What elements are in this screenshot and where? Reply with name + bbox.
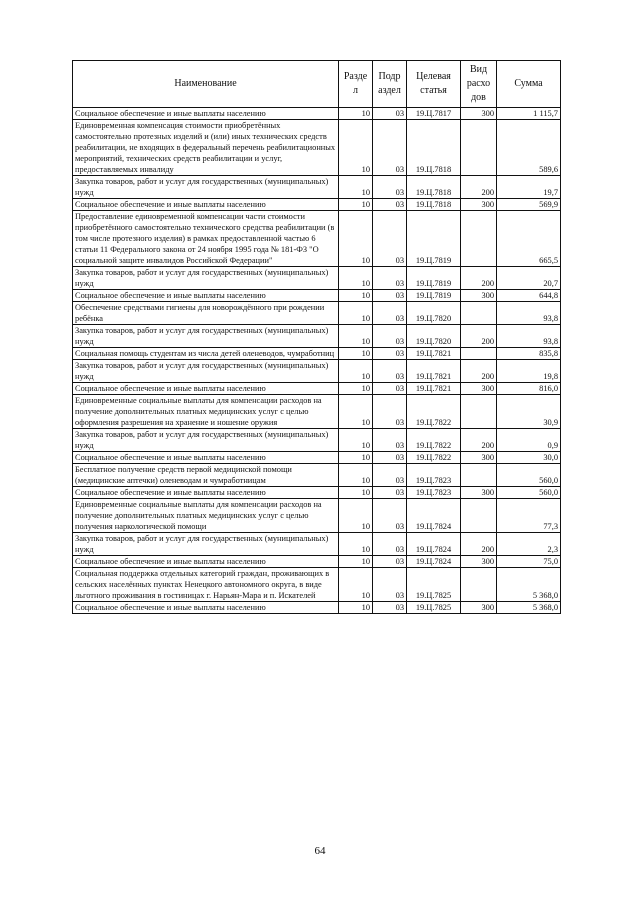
- cell-sum: 30,0: [497, 452, 561, 464]
- cell-target: 19.Ц.7825: [407, 602, 461, 614]
- cell-name: Социальное обеспечение и иные выплаты населению: [73, 487, 339, 499]
- table-body: [73, 108, 561, 614]
- cell-razdel: 10: [339, 290, 373, 302]
- cell-sum: 5 368,0: [497, 602, 561, 614]
- cell-target: 19.Ц.7820: [407, 325, 461, 348]
- cell-razdel: 10: [339, 452, 373, 464]
- table-row: [73, 325, 561, 348]
- cell-podrazdel: 03: [373, 383, 407, 395]
- cell-target: 19.Ц.7819: [407, 290, 461, 302]
- cell-vid: 200: [461, 325, 497, 348]
- table-row: [73, 487, 561, 499]
- cell-name: Социальное обеспечение и иные выплаты населению: [73, 383, 339, 395]
- cell-podrazdel: 03: [373, 267, 407, 290]
- cell-target: 19.Ц.7817: [407, 108, 461, 120]
- cell-podrazdel: 03: [373, 325, 407, 348]
- table-row: [73, 360, 561, 383]
- cell-podrazdel: 03: [373, 199, 407, 211]
- cell-razdel: 10: [339, 360, 373, 383]
- cell-target: 19.Ц.7821: [407, 383, 461, 395]
- cell-vid: 200: [461, 176, 497, 199]
- cell-name: Предоставление единовременной компенсации части стоимости приобретённого самостоятельно технического средства реабилитации (в том числе протезного изделия) в рамках предоставленной частью 6 статьи 11 Федерального закона от 24 ноября 1995 года № 181-ФЗ "О социальной защите инвалидов Российской Федерации": [73, 211, 339, 267]
- cell-razdel: 10: [339, 302, 373, 325]
- cell-razdel: 10: [339, 464, 373, 487]
- header-razdel: Разде л: [339, 61, 373, 108]
- cell-podrazdel: 03: [373, 120, 407, 176]
- cell-sum: 93,8: [497, 325, 561, 348]
- cell-vid: [461, 348, 497, 360]
- cell-target: 19.Ц.7824: [407, 499, 461, 533]
- cell-name: Социальное обеспечение и иные выплаты населению: [73, 290, 339, 302]
- cell-vid: [461, 499, 497, 533]
- cell-sum: 20,7: [497, 267, 561, 290]
- table-row: [73, 108, 561, 120]
- cell-vid: 300: [461, 452, 497, 464]
- cell-sum: 19,8: [497, 360, 561, 383]
- cell-vid: 300: [461, 556, 497, 568]
- header-name: Наименование: [73, 61, 339, 108]
- table-row: [73, 120, 561, 176]
- cell-target: 19.Ц.7822: [407, 429, 461, 452]
- header-sum: Сумма: [497, 61, 561, 108]
- cell-razdel: 10: [339, 176, 373, 199]
- cell-sum: 589,6: [497, 120, 561, 176]
- header-podrazdel: Подр аздел: [373, 61, 407, 108]
- table-row: [73, 176, 561, 199]
- cell-target: 19.Ц.7821: [407, 360, 461, 383]
- cell-sum: 560,0: [497, 487, 561, 499]
- cell-name: Единовременная компенсация стоимости приобретённых самостоятельно протезных изделий и (или) иных технических средств реабилитации, не входящих в федеральный перечень реабилитационных мероприятий, технических средств реабилитации и услуг, предоставляемых инвалиду: [73, 120, 339, 176]
- cell-razdel: 10: [339, 199, 373, 211]
- cell-target: 19.Ц.7822: [407, 452, 461, 464]
- cell-target: 19.Ц.7823: [407, 487, 461, 499]
- cell-razdel: 10: [339, 348, 373, 360]
- cell-vid: 300: [461, 383, 497, 395]
- cell-sum: 644,8: [497, 290, 561, 302]
- table-row: [73, 556, 561, 568]
- cell-target: 19.Ц.7820: [407, 302, 461, 325]
- cell-podrazdel: 03: [373, 395, 407, 429]
- cell-razdel: 10: [339, 267, 373, 290]
- cell-name: Обеспечение средствами гигиены для новорождённого при рождении ребёнка: [73, 302, 339, 325]
- cell-target: 19.Ц.7819: [407, 267, 461, 290]
- cell-name: Социальное обеспечение и иные выплаты населению: [73, 199, 339, 211]
- cell-name: Социальное обеспечение и иные выплаты населению: [73, 602, 339, 614]
- cell-razdel: 10: [339, 383, 373, 395]
- cell-podrazdel: 03: [373, 602, 407, 614]
- cell-podrazdel: 03: [373, 568, 407, 602]
- cell-name: Бесплатное получение средств первой медицинской помощи (медицинские аптечки) оленеводам и чумработницам: [73, 464, 339, 487]
- cell-razdel: 10: [339, 429, 373, 452]
- cell-target: 19.Ц.7818: [407, 199, 461, 211]
- cell-name: Социальное обеспечение и иные выплаты населению: [73, 556, 339, 568]
- cell-name: Социальное обеспечение и иные выплаты населению: [73, 452, 339, 464]
- cell-sum: 835,8: [497, 348, 561, 360]
- cell-vid: 200: [461, 360, 497, 383]
- cell-target: 19.Ц.7823: [407, 464, 461, 487]
- cell-razdel: 10: [339, 602, 373, 614]
- cell-name: Закупка товаров, работ и услуг для государственных (муниципальных) нужд: [73, 325, 339, 348]
- cell-name: Закупка товаров, работ и услуг для государственных (муниципальных) нужд: [73, 533, 339, 556]
- cell-razdel: 10: [339, 499, 373, 533]
- cell-podrazdel: 03: [373, 211, 407, 267]
- cell-vid: 300: [461, 199, 497, 211]
- cell-razdel: 10: [339, 533, 373, 556]
- table-row: [73, 211, 561, 267]
- cell-razdel: 10: [339, 325, 373, 348]
- table-row: [73, 452, 561, 464]
- cell-razdel: 10: [339, 211, 373, 267]
- cell-podrazdel: 03: [373, 429, 407, 452]
- cell-target: 19.Ц.7825: [407, 568, 461, 602]
- cell-name: Закупка товаров, работ и услуг для государственных (муниципальных) нужд: [73, 267, 339, 290]
- cell-podrazdel: 03: [373, 290, 407, 302]
- table-row: [73, 302, 561, 325]
- cell-razdel: 10: [339, 568, 373, 602]
- cell-vid: 300: [461, 487, 497, 499]
- table-row: [73, 290, 561, 302]
- cell-target: 19.Ц.7818: [407, 176, 461, 199]
- table-row: [73, 464, 561, 487]
- cell-target: 19.Ц.7824: [407, 533, 461, 556]
- table-row: [73, 348, 561, 360]
- cell-razdel: 10: [339, 120, 373, 176]
- cell-name: Единовременные социальные выплаты для компенсации расходов на получение дополнительных платных медицинских услуг с целью оформления разрешения на хранение и ношение оружия: [73, 395, 339, 429]
- table-row: [73, 199, 561, 211]
- cell-vid: 200: [461, 533, 497, 556]
- cell-vid: 300: [461, 108, 497, 120]
- table-row: [73, 533, 561, 556]
- cell-vid: 300: [461, 290, 497, 302]
- cell-target: 19.Ц.7822: [407, 395, 461, 429]
- cell-podrazdel: 03: [373, 452, 407, 464]
- header-target: Целевая статья: [407, 61, 461, 108]
- cell-name: Закупка товаров, работ и услуг для государственных (муниципальных) нужд: [73, 176, 339, 199]
- table-header: [73, 61, 561, 108]
- table-row: [73, 602, 561, 614]
- cell-sum: 569,9: [497, 199, 561, 211]
- cell-sum: 75,0: [497, 556, 561, 568]
- cell-sum: 0,9: [497, 429, 561, 452]
- cell-sum: 93,8: [497, 302, 561, 325]
- cell-name: Социальное обеспечение и иные выплаты населению: [73, 108, 339, 120]
- cell-podrazdel: 03: [373, 360, 407, 383]
- cell-podrazdel: 03: [373, 464, 407, 487]
- cell-name: Закупка товаров, работ и услуг для государственных (муниципальных) нужд: [73, 360, 339, 383]
- cell-sum: 1 115,7: [497, 108, 561, 120]
- cell-podrazdel: 03: [373, 487, 407, 499]
- cell-podrazdel: 03: [373, 108, 407, 120]
- cell-podrazdel: 03: [373, 556, 407, 568]
- cell-sum: 30,9: [497, 395, 561, 429]
- cell-vid: [461, 120, 497, 176]
- cell-name: Социальная помощь студентам из числа детей оленеводов, чумработниц: [73, 348, 339, 360]
- cell-vid: [461, 568, 497, 602]
- cell-razdel: 10: [339, 395, 373, 429]
- cell-podrazdel: 03: [373, 176, 407, 199]
- cell-name: Социальная поддержка отдельных категорий граждан, проживающих в сельских населённых пунктах Ненецкого автономного округа, в виде льготного проживания в гостиницах г. Нарьян-Мара и п. Искателей: [73, 568, 339, 602]
- header-vid: Вид расхо дов: [461, 61, 497, 108]
- cell-podrazdel: 03: [373, 533, 407, 556]
- cell-sum: 665,5: [497, 211, 561, 267]
- cell-sum: 560,0: [497, 464, 561, 487]
- cell-sum: 5 368,0: [497, 568, 561, 602]
- cell-target: 19.Ц.7818: [407, 120, 461, 176]
- budget-table: [72, 60, 561, 614]
- cell-razdel: 10: [339, 556, 373, 568]
- table-row: [73, 568, 561, 602]
- cell-podrazdel: 03: [373, 348, 407, 360]
- cell-name: Единовременные социальные выплаты для компенсации расходов на получение дополнительных платных медицинских услуг с целью получения наркологической помощи: [73, 499, 339, 533]
- cell-vid: [461, 211, 497, 267]
- cell-razdel: 10: [339, 487, 373, 499]
- cell-vid: 300: [461, 602, 497, 614]
- cell-vid: [461, 464, 497, 487]
- table-row: [73, 395, 561, 429]
- cell-sum: 77,3: [497, 499, 561, 533]
- cell-target: 19.Ц.7821: [407, 348, 461, 360]
- table-row: [73, 429, 561, 452]
- cell-sum: 2,3: [497, 533, 561, 556]
- cell-sum: 816,0: [497, 383, 561, 395]
- cell-razdel: 10: [339, 108, 373, 120]
- page-number: 64: [314, 845, 326, 857]
- cell-vid: 200: [461, 429, 497, 452]
- cell-target: 19.Ц.7819: [407, 211, 461, 267]
- cell-name: Закупка товаров, работ и услуг для государственных (муниципальных) нужд: [73, 429, 339, 452]
- cell-sum: 19,7: [497, 176, 561, 199]
- cell-target: 19.Ц.7824: [407, 556, 461, 568]
- cell-vid: [461, 302, 497, 325]
- cell-podrazdel: 03: [373, 302, 407, 325]
- cell-vid: [461, 395, 497, 429]
- table-row: [73, 499, 561, 533]
- table-row: [73, 383, 561, 395]
- table-row: [73, 267, 561, 290]
- cell-podrazdel: 03: [373, 499, 407, 533]
- cell-vid: 200: [461, 267, 497, 290]
